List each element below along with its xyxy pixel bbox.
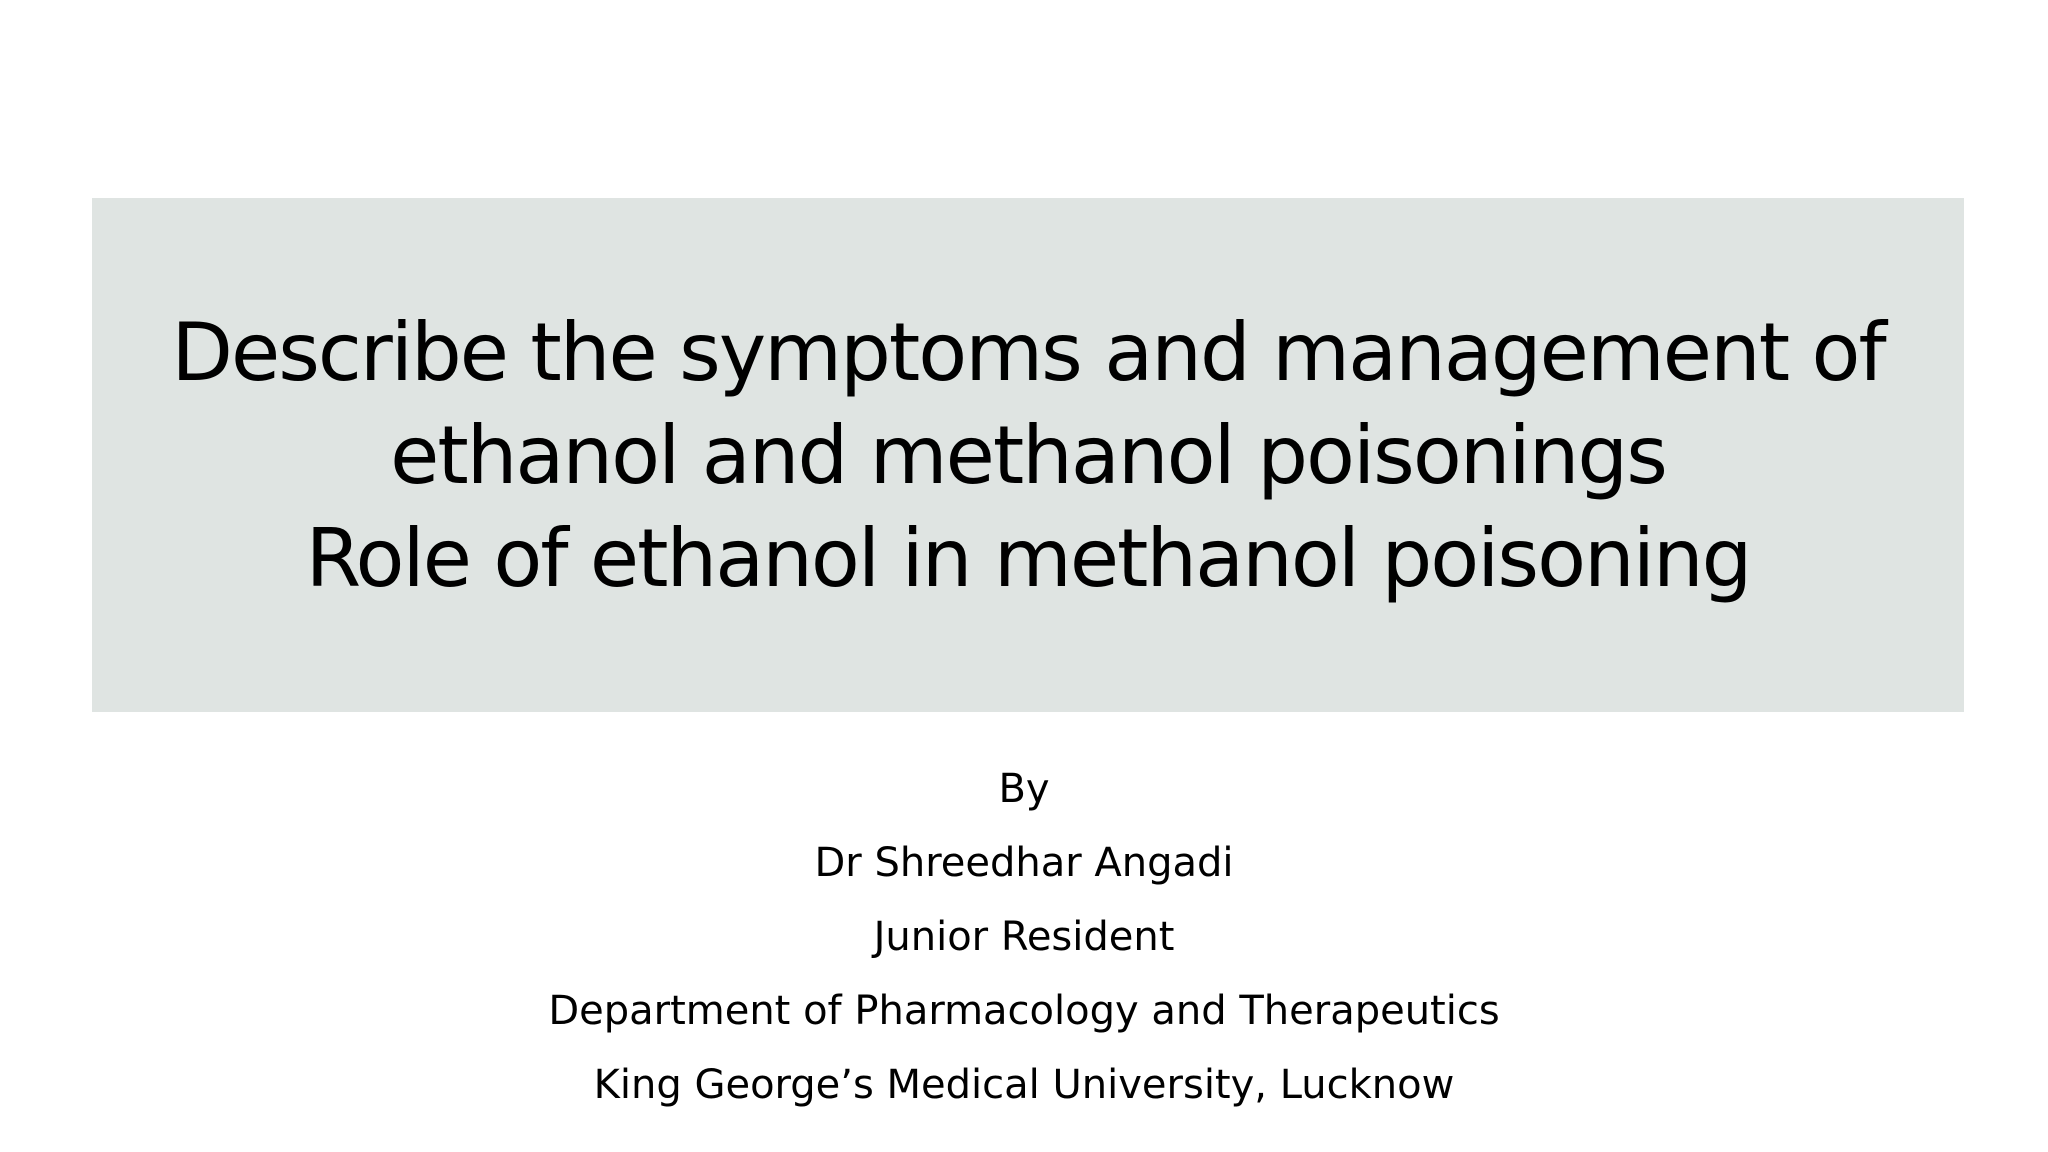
author-institution: King George’s Medical University, Lucknow	[593, 1062, 1455, 1108]
title-band	[92, 198, 1964, 712]
slide-title	[131, 301, 1924, 610]
author-block	[0, 752, 2048, 1122]
author-position: Junior Resident	[873, 914, 1175, 960]
author-department: Department of Pharmacology and Therapeutics	[548, 988, 1500, 1034]
byline-by: By	[998, 766, 1050, 812]
author-name: Dr Shreedhar Angadi	[814, 840, 1234, 886]
title-line-3: Role of ethanol in methanol poisoning	[305, 511, 1751, 605]
title-line-2: ethanol and methanol poisonings	[390, 408, 1666, 502]
title-line-1: Describe the symptoms and management of	[171, 305, 1885, 399]
